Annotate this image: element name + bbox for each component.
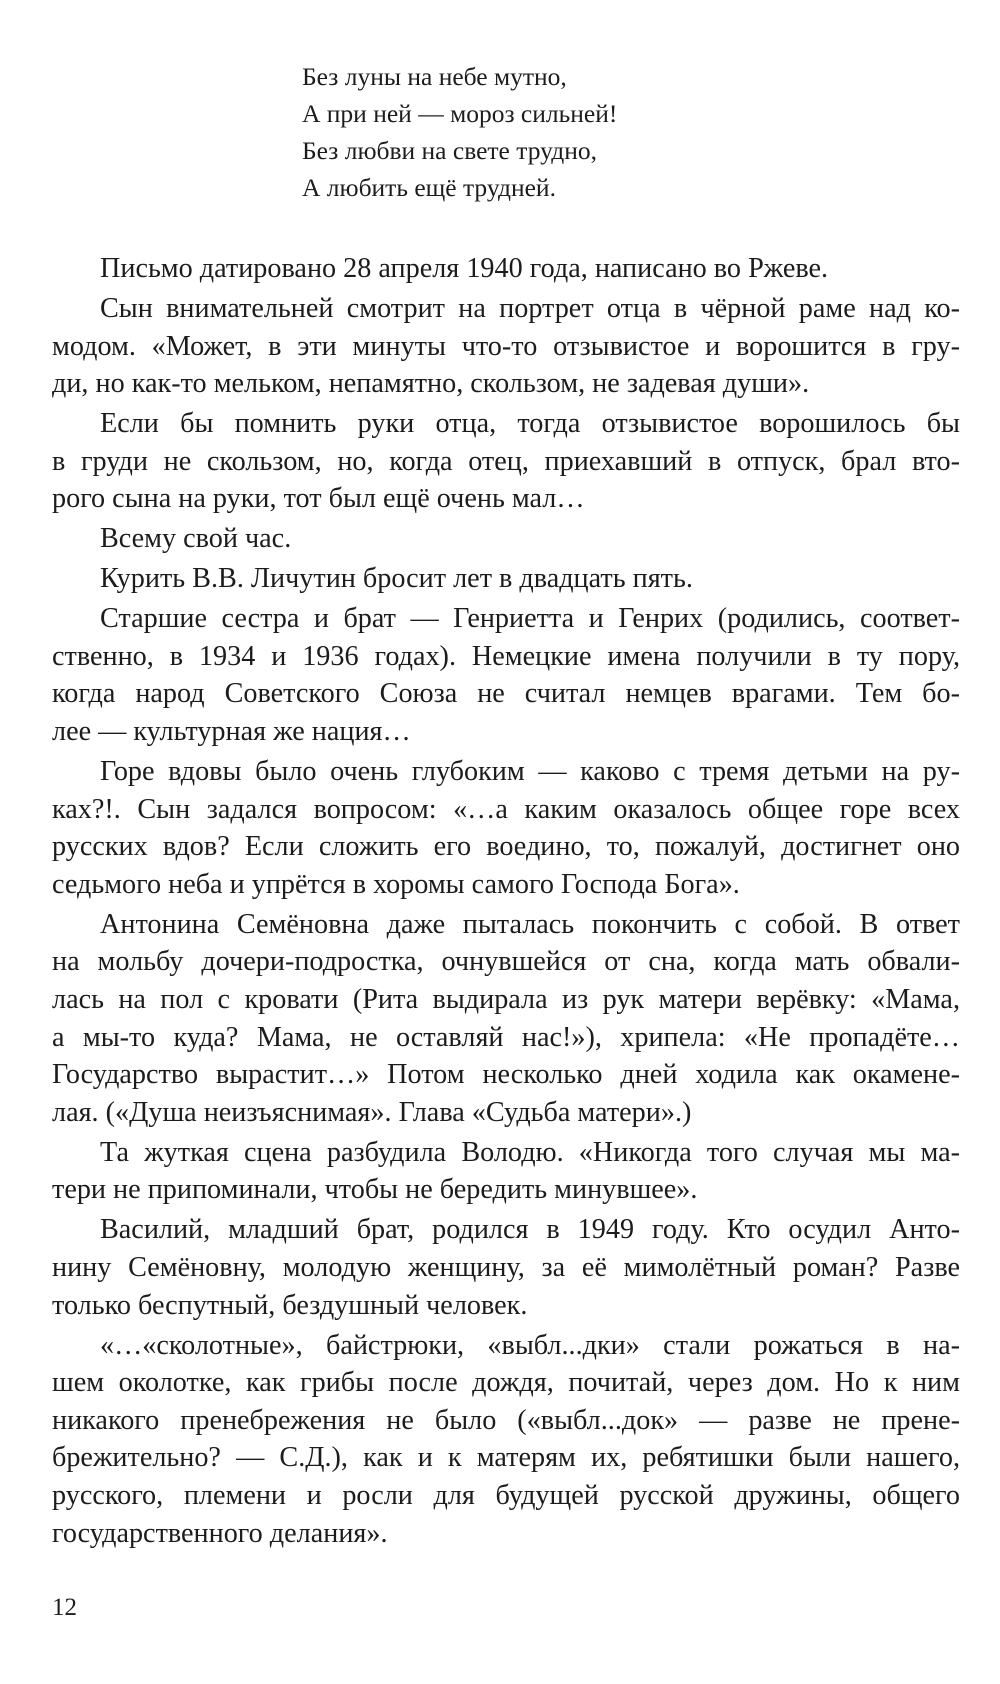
paragraph (52, 600, 960, 750)
text-line: модом. «Может, в эти минуты что-то отзывистое и ворошится в гру- (52, 330, 960, 362)
text-line: лее — культурная же нация… (52, 716, 411, 748)
text-line: русских вдов? Если сложить его воедино, то, пожалуй, достигнет оно (52, 831, 960, 863)
text-line: шем околотке, как грибы после дождя, почитай, через дом. Но к ним (52, 1367, 960, 1399)
text-line: только беспутный, бездушный человек. (52, 1289, 528, 1321)
text-line: Василий, младший брат, родился в 1949 году. Кто осудил Анто- (100, 1214, 960, 1246)
poem-line: А при ней — мороз сильней! (302, 99, 618, 128)
text-line: Государство вырастит…» Потом несколько дней ходила как окамене- (52, 1059, 960, 1091)
text-line: Если бы помнить руки отца, тогда отзывистое ворошилось бы (100, 408, 960, 440)
paragraph (52, 1134, 960, 1209)
paragraph (52, 290, 960, 403)
poem-line: Без любви на свете трудно, (302, 136, 597, 165)
text-line: никакого пренебрежения не было («выбл...док» — разве не прене- (52, 1404, 960, 1436)
text-line: Сын внимательней смотрит на портрет отца в чёрной раме над ко- (100, 292, 960, 324)
paragraph (52, 1211, 960, 1324)
paragraph (52, 1327, 960, 1553)
text-line: Курить В.В. Личутин бросит лет в двадцать пять. (100, 563, 693, 595)
poem-line: Без луны на небе мутно, (302, 62, 567, 91)
page-number: 12 (52, 1594, 77, 1621)
text-line: Горе вдовы было очень глубоким — каково с тремя детьми на ру- (100, 756, 960, 788)
text-line: Та жуткая сцена разбудила Володю. «Никогда того случая мы ма- (100, 1136, 960, 1168)
text-line: Письмо датировано 28 апреля 1940 года, написано во Ржеве. (100, 253, 829, 284)
text-line: «…«сколотные», байстрюки, «выбл...дки» стали рожаться в на- (100, 1329, 960, 1361)
text-line: Старшие сестра и брат — Генриетта и Генрих (родились, соответ- (100, 603, 960, 635)
poem-line: А любить ещё трудней. (302, 173, 556, 202)
text-line: ди, но как-то мельком, непамятно, скользом, не задевая души». (52, 368, 810, 400)
paragraph (52, 520, 960, 558)
paragraph (52, 906, 960, 1132)
text-line: когда народ Советского Союза не считал немцев врагами. Тем бо- (52, 678, 960, 710)
text-line: лая. («Душа неизъяснимая». Глава «Судьба матери».) (52, 1096, 692, 1128)
text-line: русского, племени и росли для будущей русской дружины, общего (52, 1479, 960, 1511)
paragraph (52, 250, 960, 288)
paragraph (52, 560, 960, 598)
text-line: а мы-то куда? Мама, не оставляй нас!»), хрипела: «Не пропадёте… (52, 1021, 960, 1053)
epigraph-poem (302, 58, 617, 206)
paragraph (52, 405, 960, 518)
text-line: тери не припоминали, чтобы не бередить минувшее». (52, 1174, 698, 1206)
text-line: Всему свой час. (100, 523, 292, 555)
text-line: государственного делания». (52, 1517, 388, 1549)
text-line: ственно, в 1934 и 1936 годах). Немецкие имена получили в ту пору, (52, 640, 960, 672)
text-line: Антонина Семёновна даже пыталась покончить с собой. В ответ (100, 908, 960, 940)
text-line: брежительно? — С.Д.), как и к матерям их, ребятишки были нашего, (52, 1442, 960, 1474)
text-line: в груди не скользом, но, когда отец, приехавший в отпуск, брал вто- (52, 445, 960, 477)
text-line: седьмого неба и упрётся в хоромы самого Господа Бога». (52, 868, 740, 900)
text-line: лась на пол с кровати (Рита выдирала из рук матери верёвку: «Мама, (52, 984, 960, 1016)
paragraph (52, 753, 960, 903)
text-line: на мольбу дочери-подростка, очнувшейся от сна, когда мать обвали- (52, 946, 960, 978)
body-text (52, 250, 960, 1554)
text-line: рого сына на руки, тот был ещё очень мал… (52, 483, 585, 515)
text-line: ках?!. Сын задался вопросом: «…а каким оказалось общее горе всех (52, 793, 960, 825)
text-line: нину Семёновну, молодую женщину, за её мимолётный роман? Разве (52, 1251, 960, 1283)
